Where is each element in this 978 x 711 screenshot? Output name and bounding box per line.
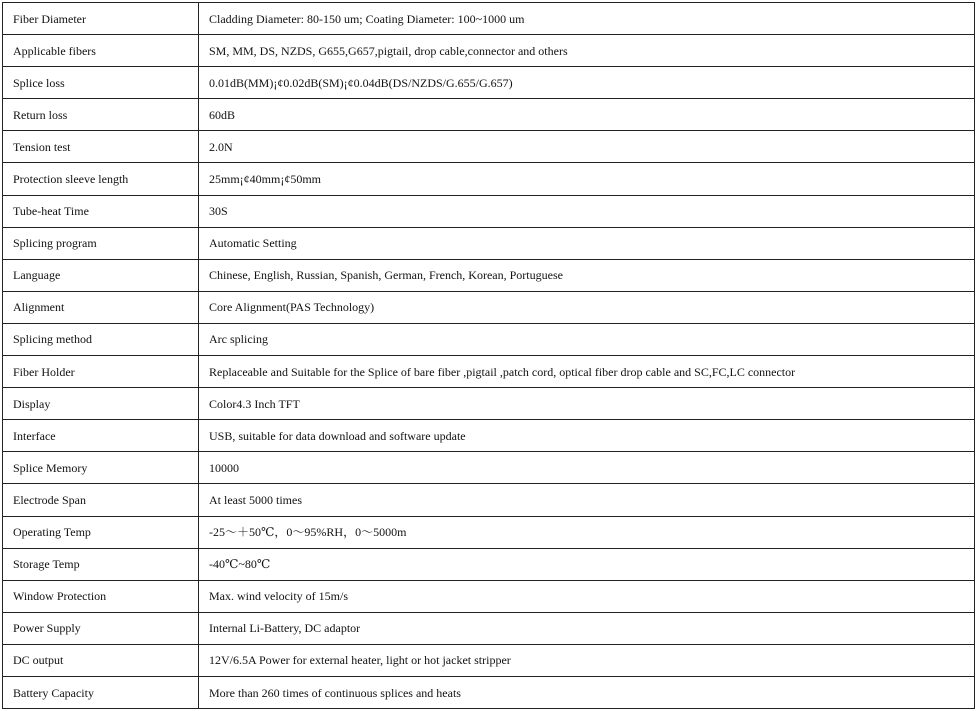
spec-value: At least 5000 times: [199, 484, 975, 516]
spec-label: Splicing method: [3, 323, 199, 355]
spec-table-body: [3, 3, 975, 709]
spec-row-tension-test: [3, 131, 975, 163]
spec-value: Chinese, English, Russian, Spanish, German, French, Korean, Portuguese: [199, 259, 975, 291]
spec-value: 60dB: [199, 99, 975, 131]
spec-label: Applicable fibers: [3, 35, 199, 67]
spec-value: Max. wind velocity of 15m/s: [199, 580, 975, 612]
spec-row-splicing-program: [3, 227, 975, 259]
spec-label: Language: [3, 259, 199, 291]
spec-label: Power Supply: [3, 612, 199, 644]
spec-value: Internal Li-Battery, DC adaptor: [199, 612, 975, 644]
spec-label: Return loss: [3, 99, 199, 131]
spec-value: 0.01dB(MM)¡¢0.02dB(SM)¡¢0.04dB(DS/NZDS/G.655/G.657): [199, 67, 975, 99]
spec-value: Cladding Diameter: 80-150 um; Coating Diameter: 100~1000 um: [199, 3, 975, 35]
spec-row-alignment: [3, 291, 975, 323]
spec-value: Automatic Setting: [199, 227, 975, 259]
spec-label: Tube-heat Time: [3, 195, 199, 227]
spec-table: [2, 2, 975, 709]
spec-label: Fiber Holder: [3, 356, 199, 388]
spec-value: 10000: [199, 452, 975, 484]
spec-label: Splice Memory: [3, 452, 199, 484]
spec-row-protection-sleeve-length: [3, 163, 975, 195]
spec-label: Protection sleeve length: [3, 163, 199, 195]
spec-label: Alignment: [3, 291, 199, 323]
spec-label: Tension test: [3, 131, 199, 163]
spec-row-display: [3, 388, 975, 420]
spec-row-electrode-span: [3, 484, 975, 516]
spec-label: Storage Temp: [3, 548, 199, 580]
spec-label: Fiber Diameter: [3, 3, 199, 35]
spec-row-splice-memory: [3, 452, 975, 484]
spec-row-fiber-diameter: [3, 3, 975, 35]
spec-row-applicable-fibers: [3, 35, 975, 67]
spec-value: SM, MM, DS, NZDS, G655,G657,pigtail, drop cable,connector and others: [199, 35, 975, 67]
spec-value: -25～＋50℃，0～95%RH，0～5000m: [199, 516, 975, 548]
spec-row-splicing-method: [3, 323, 975, 355]
spec-value: 25mm¡¢40mm¡¢50mm: [199, 163, 975, 195]
spec-value: 12V/6.5A Power for external heater, light or hot jacket stripper: [199, 644, 975, 676]
spec-value: 30S: [199, 195, 975, 227]
spec-row-language: [3, 259, 975, 291]
spec-value: -40℃~80℃: [199, 548, 975, 580]
spec-label: Operating Temp: [3, 516, 199, 548]
spec-row-window-protection: [3, 580, 975, 612]
spec-row-battery-capacity: [3, 676, 975, 708]
spec-row-storage-temp: [3, 548, 975, 580]
spec-value: Replaceable and Suitable for the Splice of bare fiber ,pigtail ,patch cord, optical fiber drop cable and SC,FC,LC connector: [199, 356, 975, 388]
spec-value: USB, suitable for data download and software update: [199, 420, 975, 452]
spec-label: Display: [3, 388, 199, 420]
spec-row-splice-loss: [3, 67, 975, 99]
spec-row-return-loss: [3, 99, 975, 131]
spec-label: Window Protection: [3, 580, 199, 612]
spec-value: Color4.3 Inch TFT: [199, 388, 975, 420]
spec-label: Splice loss: [3, 67, 199, 99]
spec-row-operating-temp: [3, 516, 975, 548]
spec-row-interface: [3, 420, 975, 452]
spec-row-tube-heat-time: [3, 195, 975, 227]
spec-value: Arc splicing: [199, 323, 975, 355]
spec-value: Core Alignment(PAS Technology): [199, 291, 975, 323]
spec-label: Interface: [3, 420, 199, 452]
spec-label: Splicing program: [3, 227, 199, 259]
spec-label: DC output: [3, 644, 199, 676]
spec-value: More than 260 times of continuous splices and heats: [199, 676, 975, 708]
spec-label: Battery Capacity: [3, 676, 199, 708]
spec-label: Electrode Span: [3, 484, 199, 516]
spec-row-dc-output: [3, 644, 975, 676]
spec-row-fiber-holder: [3, 356, 975, 388]
spec-row-power-supply: [3, 612, 975, 644]
spec-value: 2.0N: [199, 131, 975, 163]
